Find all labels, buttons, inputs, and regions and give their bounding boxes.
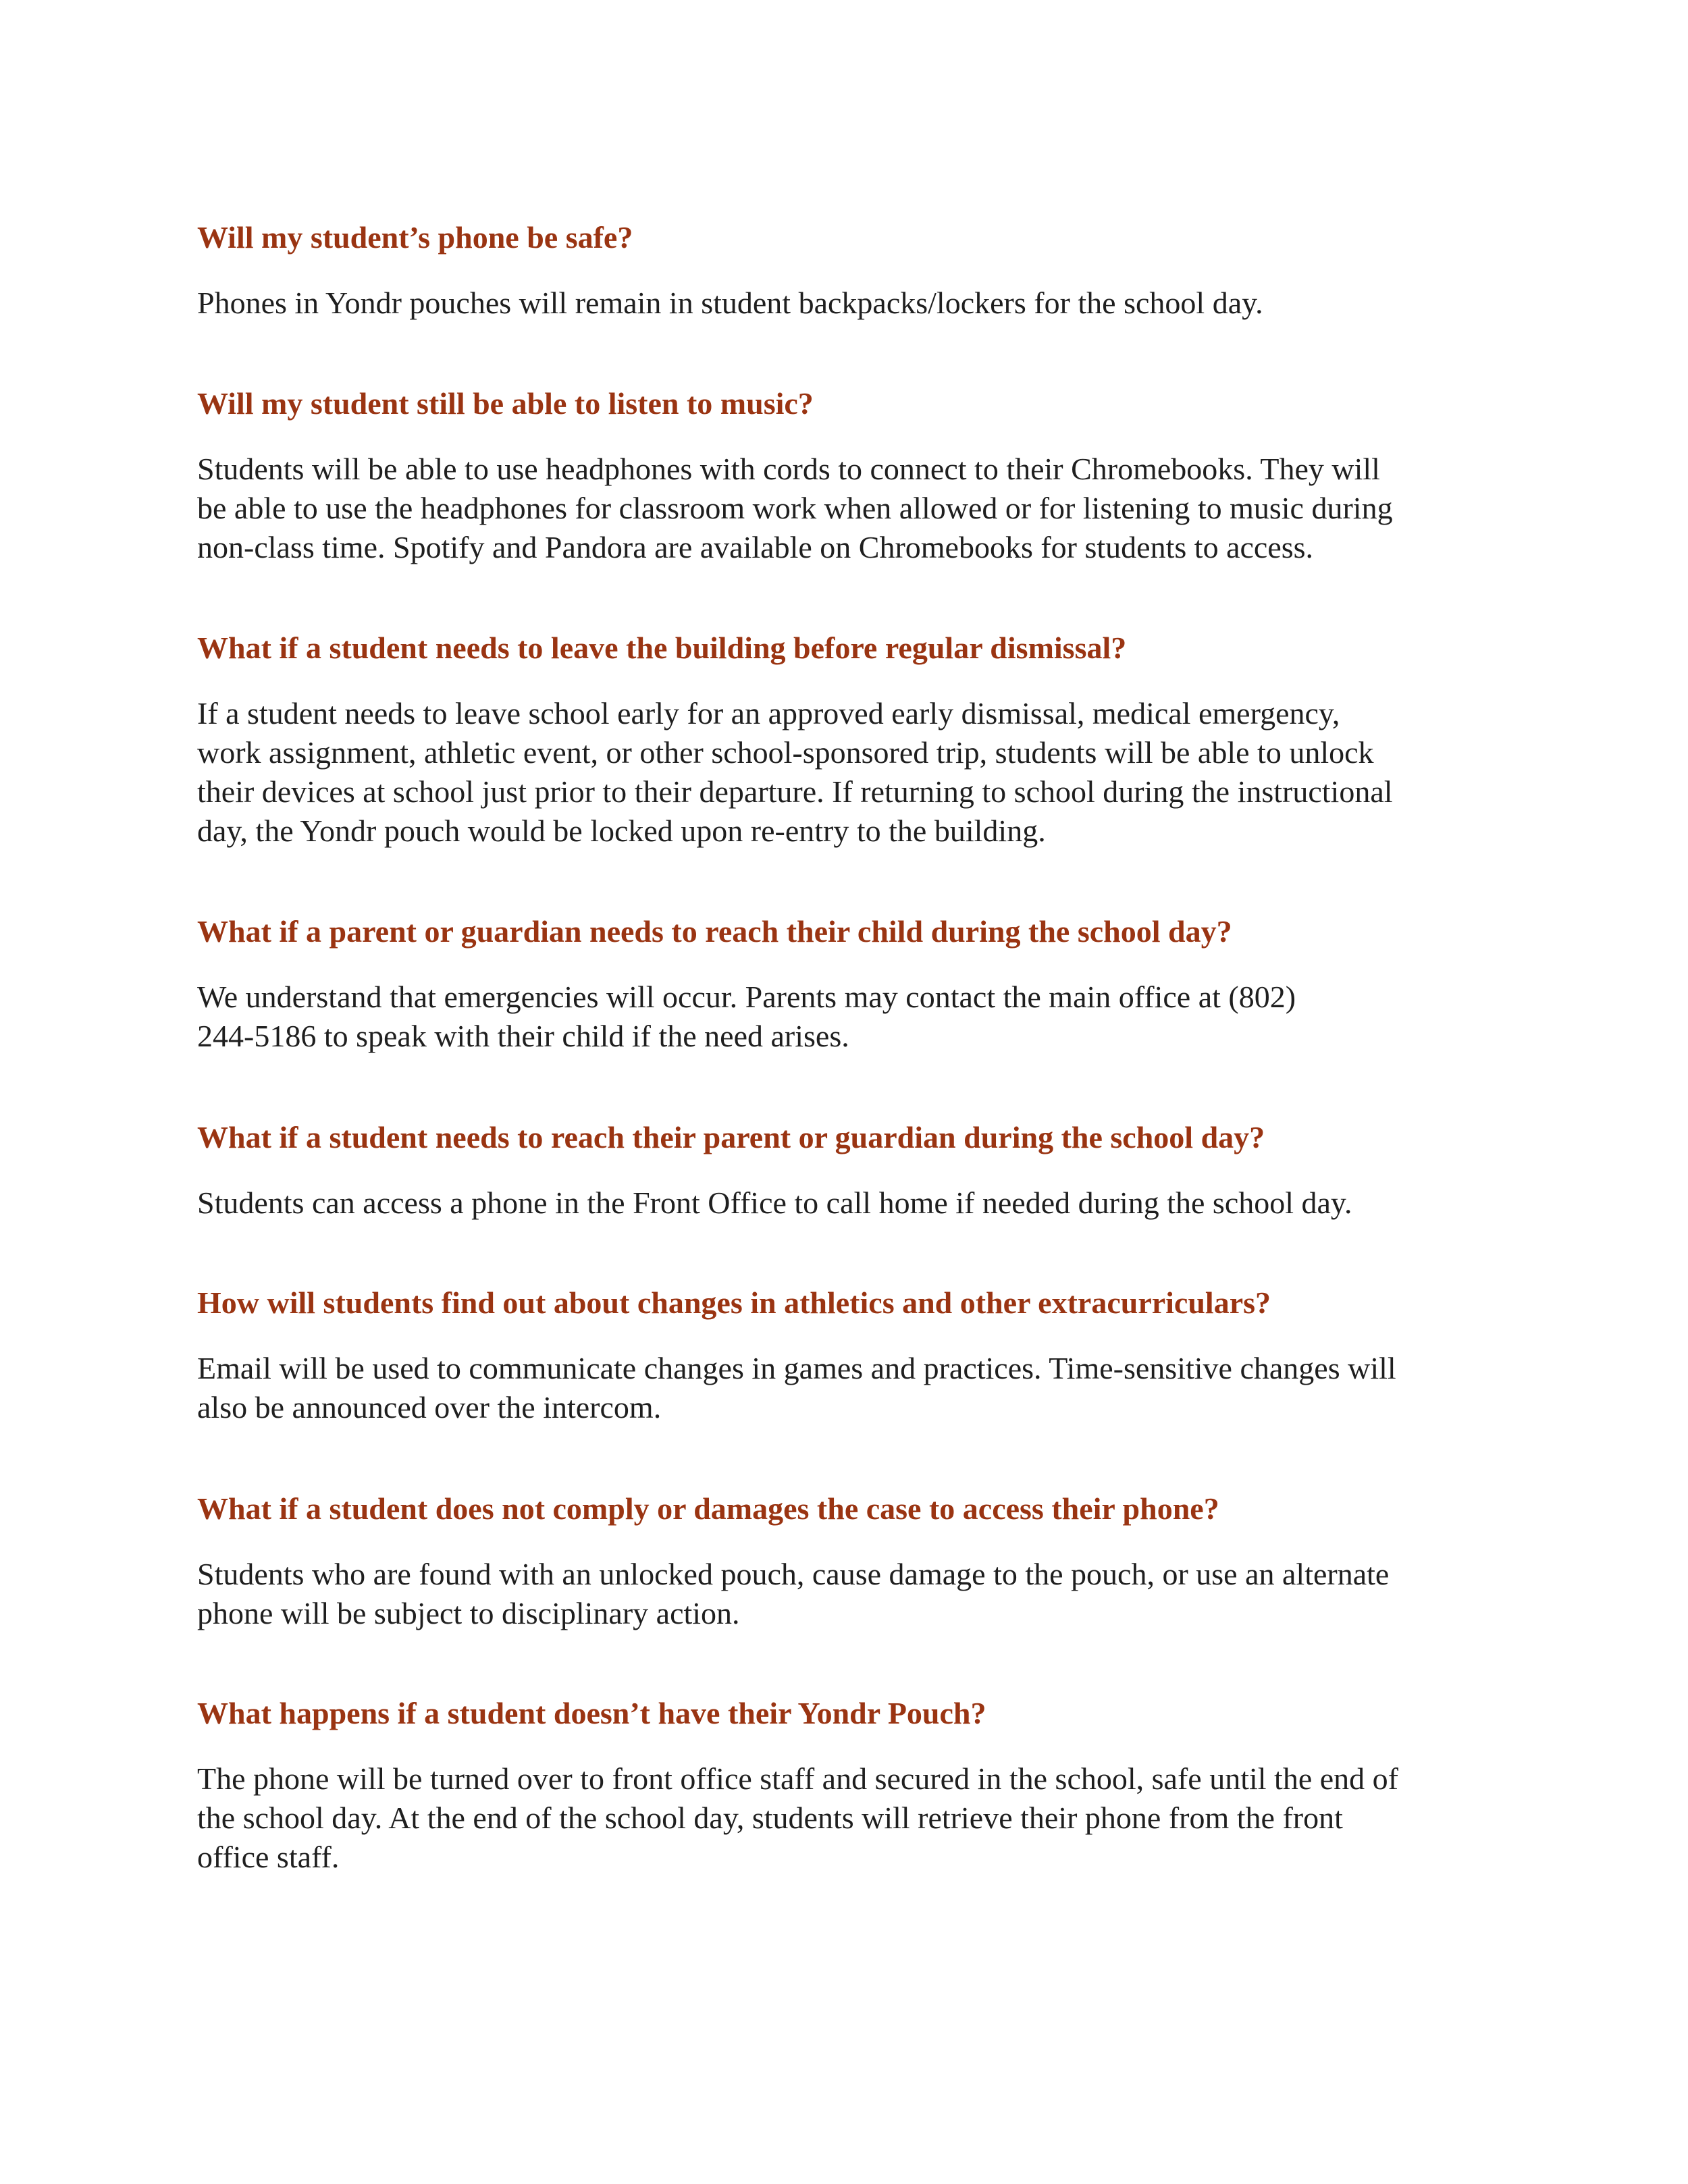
faq-question: What if a student needs to leave the building before regular dismissal?: [197, 631, 1127, 665]
faq-answer: Students who are found with an unlocked pouch, cause damage to the pouch, or use an alternate phone will be subject to disciplinary action.: [197, 1557, 1390, 1630]
faq-question: What if a student does not comply or damages the case to access their phone?: [197, 1491, 1219, 1526]
faq-item-phone-safety: [197, 217, 1500, 323]
faq-answer: We understand that emergencies will occur. Parents may contact the main office at (802) 244-5186 to speak with their child if the need arises.: [197, 980, 1296, 1053]
faq-item-music: [197, 383, 1500, 567]
faq-answer: Students will be able to use headphones with cords to connect to their Chromebooks. They will be able to use the headphones for classroom work when allowed or for listening to music during non-class time. Spotify and Pandora are available on Chromebooks for students to access.: [197, 452, 1393, 564]
faq-answer: Email will be used to communicate changes in games and practices. Time-sensitive changes will also be announced over the intercom.: [197, 1351, 1396, 1424]
faq-item-noncompliance: [197, 1489, 1500, 1633]
faq-question: What happens if a student doesn’t have their Yondr Pouch?: [197, 1696, 986, 1730]
faq-question: What if a student needs to reach their parent or guardian during the school day?: [197, 1120, 1265, 1154]
faq-question: What if a parent or guardian needs to reach their child during the school day?: [197, 914, 1232, 949]
faq-question: How will students find out about changes in athletics and other extracurriculars?: [197, 1285, 1271, 1320]
faq-question: Will my student’s phone be safe?: [197, 220, 633, 255]
faq-answer: Phones in Yondr pouches will remain in student backpacks/lockers for the school day.: [197, 286, 1263, 320]
faq-answer: If a student needs to leave school early for an approved early dismissal, medical emergency, work assignment, athletic event, or other school-sponsored trip, students will be able to unlock their devices at school just prior to their departure. If returning to school during the instructional day, the Yondr pouch would be locked upon re-entry to the building.: [197, 696, 1393, 848]
faq-item-missing-pouch: [197, 1693, 1500, 1877]
faq-item-leave-building: [197, 628, 1500, 851]
faq-answer: The phone will be turned over to front office staff and secured in the school, safe until the end of the school day. At the end of the school day, students will retrieve their phone from the front office staff.: [197, 1761, 1398, 1874]
faq-item-student-reach-parent: [197, 1117, 1500, 1223]
faq-question: Will my student still be able to listen to music?: [197, 386, 814, 421]
faq-item-parent-reach-child: [197, 911, 1500, 1056]
faq-item-athletics-changes: [197, 1283, 1500, 1427]
faq-answer: Students can access a phone in the Front Office to call home if needed during the school day.: [197, 1186, 1352, 1220]
